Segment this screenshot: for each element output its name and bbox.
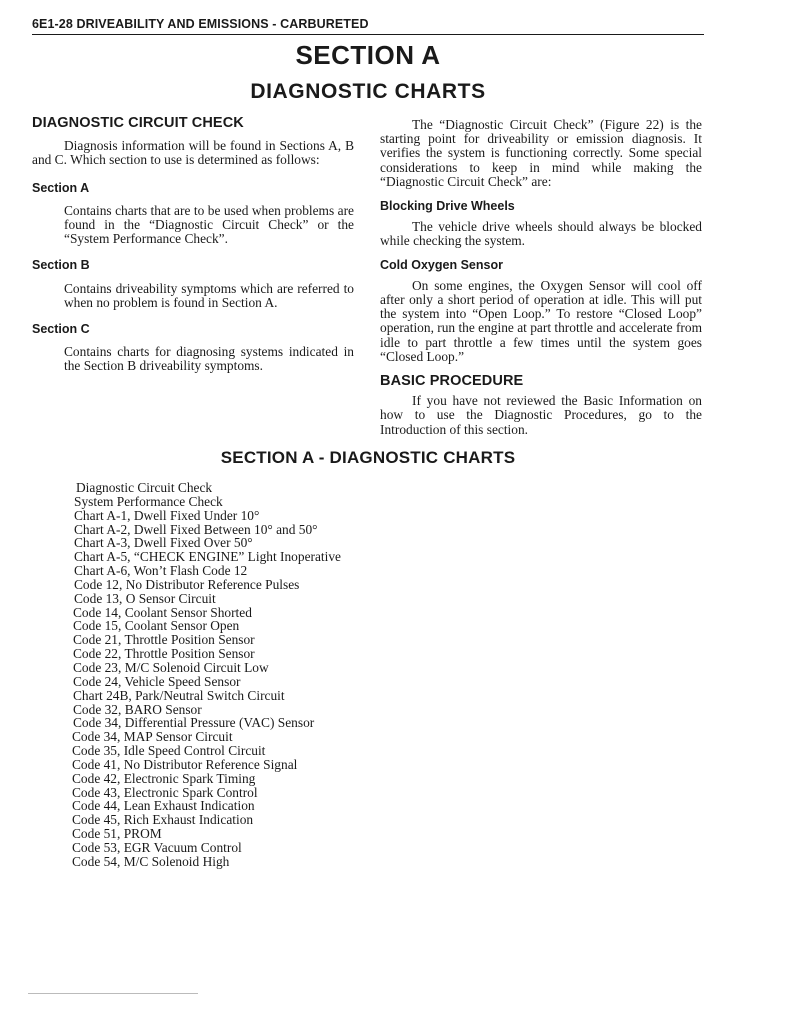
chart-list-item: Chart A-5, “CHECK ENGINE” Light Inoperative	[74, 549, 342, 565]
chart-list-item: Code 44, Lean Exhaust Indication	[72, 798, 255, 814]
blocking-drive-wheels-text: The vehicle drive wheels should always be blocked while checking the system.	[380, 219, 702, 249]
chart-list-item: Code 21, Throttle Position Sensor	[73, 632, 255, 648]
cold-oxygen-sensor-text: On some engines, the Oxygen Sensor will cool off after only a short period of operation at idle. This will put the system into “Open Loop.” To restore “Closed Loop” operation, run the engine at part throttle and accelerate from idle to part throttle a few times until the system goes “Closed Loop.”	[380, 277, 702, 364]
chart-list-item: Code 24, Vehicle Speed Sensor	[73, 673, 241, 689]
right-column	[380, 118, 702, 437]
chart-list-item: Code 13, O Sensor Circuit	[74, 590, 216, 606]
chart-list-item: Code 41, No Distributor Reference Signal	[72, 756, 298, 772]
chart-list-item: Code 15, Coolant Sensor Open	[73, 618, 240, 634]
chart-list-item: Code 35, Idle Speed Control Circuit	[72, 743, 266, 759]
section-a-text: Contains charts that are to be used when problems are found in the “Diagnostic Circuit Check” or the “System Performance Check”.	[64, 202, 354, 247]
chart-list-item: Diagnostic Circuit Check	[76, 480, 213, 495]
basic-procedure-heading: BASIC PROCEDURE	[380, 373, 524, 390]
section-c-text: Contains charts for diagnosing systems indicated in the Section B driveability symptoms.	[64, 344, 354, 374]
running-head: 6E1-28 DRIVEABILITY AND EMISSIONS - CARBURETED	[32, 17, 704, 35]
blocking-drive-wheels-label: Blocking Drive Wheels	[380, 199, 515, 214]
left-column	[32, 116, 354, 374]
diagnostic-check-intro: The “Diagnostic Circuit Check” (Figure 22) is the starting point for driveability or emission diagnosis. It verifies the system is functioning correctly. Some special considerations to keep in mind while making the “Diagnostic Circuit Check” are:	[380, 117, 702, 189]
chart-list-item: Code 22, Throttle Position Sensor	[73, 646, 255, 662]
chart-list-item: Code 23, M/C Solenoid Circuit Low	[73, 659, 269, 675]
chart-list-item: Chart A-3, Dwell Fixed Over 50°	[74, 535, 253, 551]
cold-oxygen-sensor-label: Cold Oxygen Sensor	[380, 257, 503, 272]
diagnosis-intro-paragraph: Diagnosis information will be found in Sections A, B and C. Which section to use is determined as follows:	[32, 138, 354, 168]
basic-procedure-text: If you have not reviewed the Basic Information on how to use the Diagnostic Procedures, go to the Introduction of this section.	[380, 393, 702, 437]
section-c-label: Section C	[32, 322, 90, 337]
chart-list-item: Code 42, Electronic Spark Timing	[72, 770, 256, 786]
chart-list	[72, 481, 341, 869]
chart-list-item: Code 12, No Distributor Reference Pulses	[74, 576, 300, 592]
chart-list-item: Code 34, MAP Sensor Circuit	[72, 729, 233, 745]
chart-list-item: Chart A-6, Won’t Flash Code 12	[74, 563, 248, 579]
chart-list-item: Code 51, PROM	[72, 826, 162, 842]
chart-list-item: Chart A-2, Dwell Fixed Between 10° and 50°	[74, 521, 318, 537]
section-a-label: Section A	[32, 180, 90, 195]
diagnostic-circuit-check-heading: DIAGNOSTIC CIRCUIT CHECK	[32, 115, 244, 131]
chart-list-item: System Performance Check	[74, 493, 223, 509]
section-subtitle: DIAGNOSTIC CHARTS	[250, 80, 486, 103]
section-title: SECTION A	[295, 40, 441, 70]
chart-list-item: Code 54, M/C Solenoid High	[72, 853, 230, 869]
chart-list-item: Chart A-1, Dwell Fixed Under 10°	[74, 507, 260, 523]
chart-list-item: Code 34, Differential Pressure (VAC) Sensor	[73, 715, 315, 731]
section-b-text: Contains driveability symptoms which are referred to when no problem is found in Section A.	[64, 280, 354, 310]
section-b-label: Section B	[32, 258, 90, 273]
chart-list-item: Code 32, BARO Sensor	[73, 701, 202, 717]
chart-list-item: Code 14, Coolant Sensor Shorted	[73, 604, 252, 620]
chart-list-item: Code 53, EGR Vacuum Control	[72, 839, 242, 855]
chart-list-item: Code 43, Electronic Spark Control	[72, 784, 258, 800]
footer-rule	[28, 993, 198, 994]
chart-list-item: Code 45, Rich Exhaust Indication	[72, 812, 254, 828]
chart-list-item: Chart 24B, Park/Neutral Switch Circuit	[73, 687, 285, 703]
chart-listing-heading: SECTION A - DIAGNOSTIC CHARTS	[220, 448, 516, 467]
